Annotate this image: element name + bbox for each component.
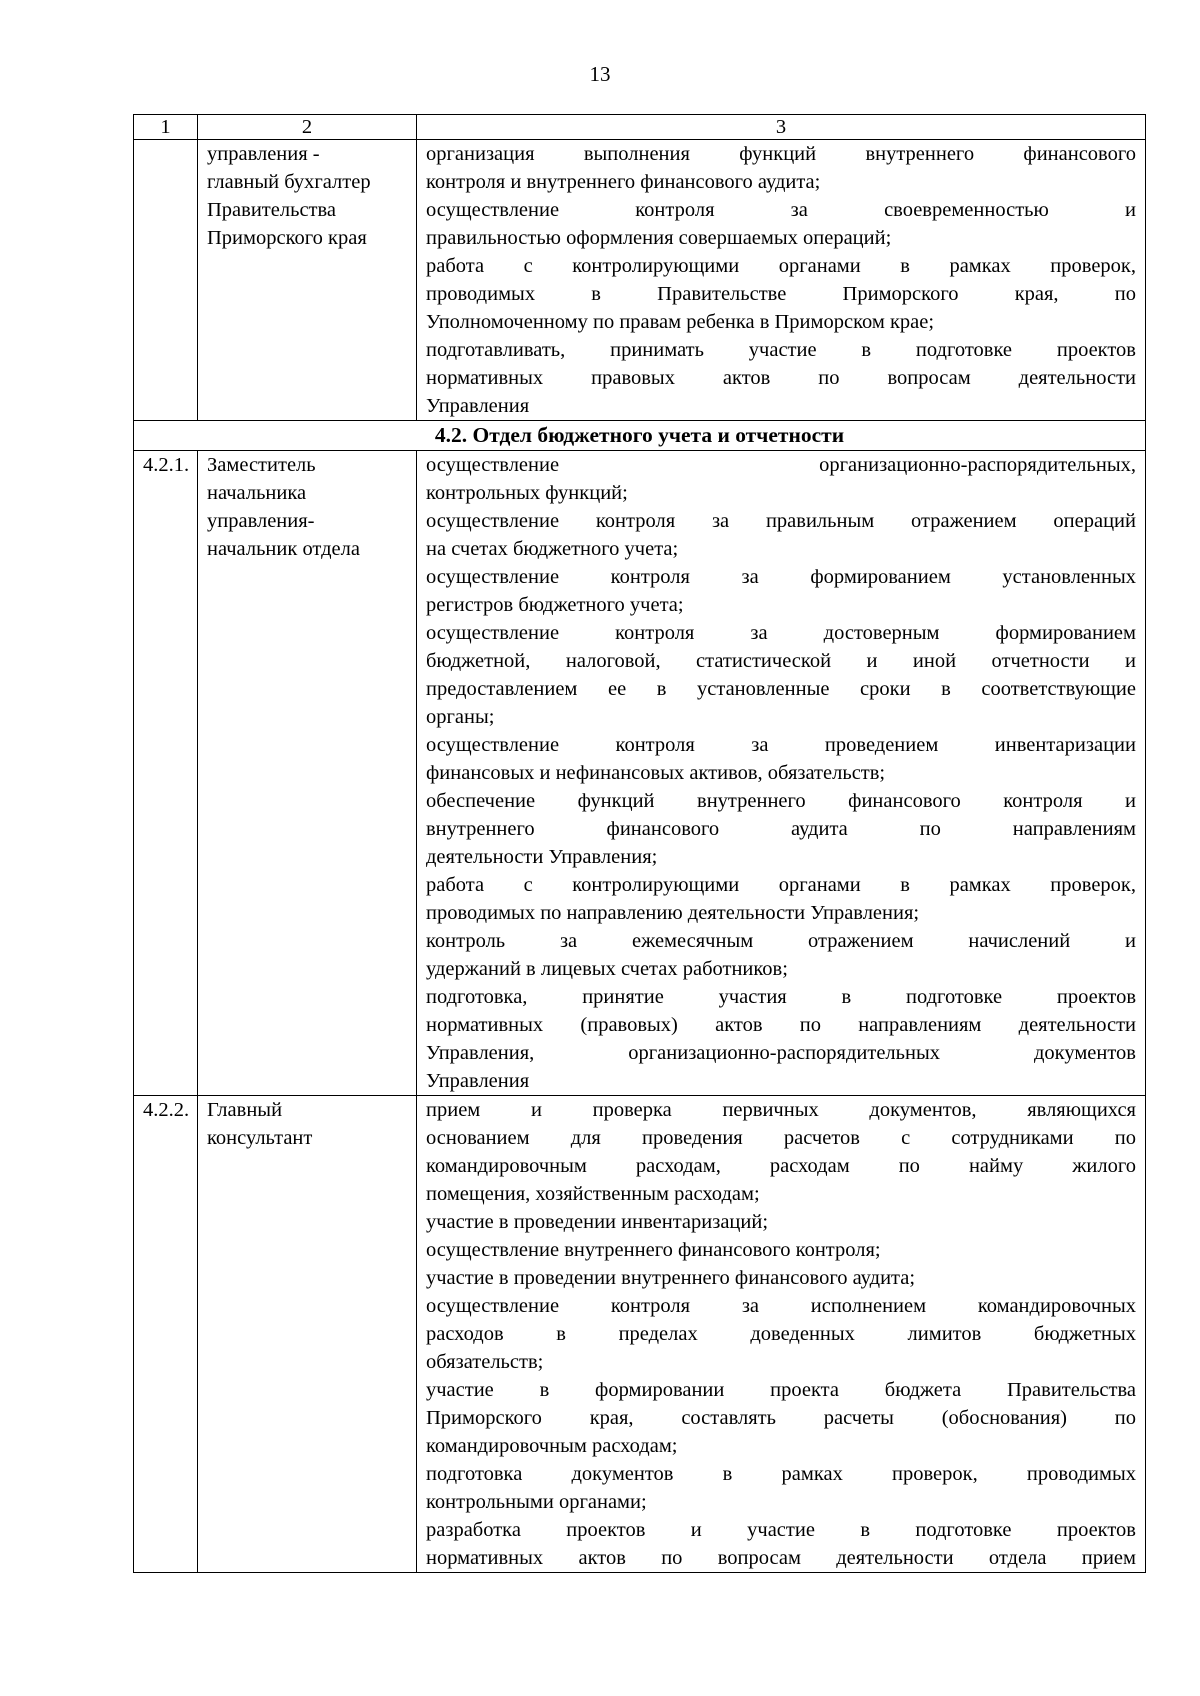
duty-line: контроль за ежемесячным отражением начислений и [426, 930, 1136, 952]
position-line: Заместитель [207, 454, 316, 476]
duty-line: осуществление внутреннего финансового контроля; [426, 1239, 881, 1261]
column-header-1: 1 [134, 115, 198, 140]
position-line: управления - [207, 143, 320, 165]
duty-line: организация выполнения функций внутреннего финансового [426, 143, 1136, 165]
section-title: 4.2. Отдел бюджетного учета и отчетности [134, 421, 1146, 451]
duty-line: командировочным расходам; [426, 1435, 678, 1457]
row-number-cell [134, 140, 198, 421]
duty-line: осуществление контроля за достоверным формированием [426, 622, 1136, 644]
duty-line: подготовка документов в рамках проверок, проводимых [426, 1463, 1136, 1485]
duty-line: осуществление контроля за исполнением командировочных [426, 1295, 1136, 1317]
duty-line: контрольных функций; [426, 482, 628, 504]
duty-line: осуществление контроля за правильным отражением операций [426, 510, 1136, 532]
duty-line: внутреннего финансового аудита по направлениям [426, 818, 1136, 840]
duty-line: подготавливать, принимать участие в подготовке проектов [426, 339, 1136, 361]
duty-line: подготовка, принятие участия в подготовке проектов [426, 986, 1136, 1008]
duty-line: Приморского края, составлять расчеты (обоснования) по [426, 1407, 1136, 1429]
duty-line: органы; [426, 706, 495, 728]
duties-cell [417, 1096, 1146, 1573]
duty-line: обеспечение функций внутреннего финансового контроля и [426, 790, 1136, 812]
duty-line: участие в формировании проекта бюджета Правительства [426, 1379, 1136, 1401]
position-line: Правительства [207, 199, 337, 221]
position-line: консультант [207, 1127, 313, 1149]
duty-line: нормативных актов по вопросам деятельности отдела прием [426, 1547, 1136, 1569]
position-line: управления- [207, 510, 315, 532]
duty-line: Уполномоченному по правам ребенка в Приморском крае; [426, 311, 935, 333]
duty-line: командировочным расходам, расходам по найму жилого [426, 1155, 1136, 1177]
staff-duties-table [133, 114, 1146, 1573]
table-row [134, 140, 1146, 421]
duty-line: участие в проведении внутреннего финансового аудита; [426, 1267, 916, 1289]
duties-cell [417, 140, 1146, 421]
position-line: главный бухгалтер [207, 171, 371, 193]
duty-line: расходов в пределах доведенных лимитов бюджетных [426, 1323, 1136, 1345]
table-header-row [134, 115, 1146, 140]
duty-line: проводимых в Правительстве Приморского края, по [426, 283, 1136, 305]
duty-line: участие в проведении инвентаризаций; [426, 1211, 769, 1233]
column-header-2: 2 [198, 115, 417, 140]
duty-line: осуществление контроля за формированием установленных [426, 566, 1136, 588]
table-row [134, 451, 1146, 1096]
duty-line: регистров бюджетного учета; [426, 594, 684, 616]
section-heading-row [134, 421, 1146, 451]
position-cell [198, 451, 417, 1096]
position-line: Главный [207, 1099, 283, 1121]
duty-line: Управления [426, 1070, 530, 1092]
duty-line: контрольными органами; [426, 1491, 647, 1513]
duty-line: на счетах бюджетного учета; [426, 538, 679, 560]
duty-line: основанием для проведения расчетов с сотрудниками по [426, 1127, 1136, 1149]
duty-line: предоставлением ее в установленные сроки в соответствующие [426, 678, 1136, 700]
duties-cell [417, 451, 1146, 1096]
duty-line: разработка проектов и участие в подготовке проектов [426, 1519, 1136, 1541]
duty-line: помещения, хозяйственным расходам; [426, 1183, 760, 1205]
duty-line: нормативных (правовых) актов по направлениям деятельности [426, 1014, 1136, 1036]
duty-line: финансовых и нефинансовых активов, обязательств; [426, 762, 886, 784]
row-number-cell: 4.2.1. [134, 451, 198, 1096]
duty-line: работа с контролирующими органами в рамках проверок, [426, 874, 1136, 896]
row-number-cell: 4.2.2. [134, 1096, 198, 1573]
duty-line: нормативных правовых актов по вопросам деятельности [426, 367, 1136, 389]
duty-line: правильностью оформления совершаемых операций; [426, 227, 892, 249]
page-number: 13 [589, 62, 611, 86]
duty-line: удержаний в лицевых счетах работников; [426, 958, 788, 980]
position-line: начальник отдела [207, 538, 360, 560]
column-header-3: 3 [417, 115, 1146, 140]
table-row [134, 1096, 1146, 1573]
duty-line: осуществление организационно-распорядительных, [426, 454, 1136, 476]
duty-line: Управления [426, 395, 530, 417]
position-line: Приморского края [207, 227, 367, 249]
duty-line: деятельности Управления; [426, 846, 658, 868]
position-cell [198, 140, 417, 421]
duty-line: прием и проверка первичных документов, являющихся [426, 1099, 1136, 1121]
duty-line: проводимых по направлению деятельности Управления; [426, 902, 920, 924]
duty-line: бюджетной, налоговой, статистической и иной отчетности и [426, 650, 1136, 672]
position-cell [198, 1096, 417, 1573]
duty-line: работа с контролирующими органами в рамках проверок, [426, 255, 1136, 277]
position-line: начальника [207, 482, 307, 504]
duty-line: обязательств; [426, 1351, 544, 1373]
duty-line: контроля и внутреннего финансового аудита; [426, 171, 821, 193]
duty-line: осуществление контроля за проведением инвентаризации [426, 734, 1136, 756]
duty-line: осуществление контроля за своевременностью и [426, 199, 1136, 221]
duty-line: Управления, организационно-распорядительных документов [426, 1042, 1136, 1064]
